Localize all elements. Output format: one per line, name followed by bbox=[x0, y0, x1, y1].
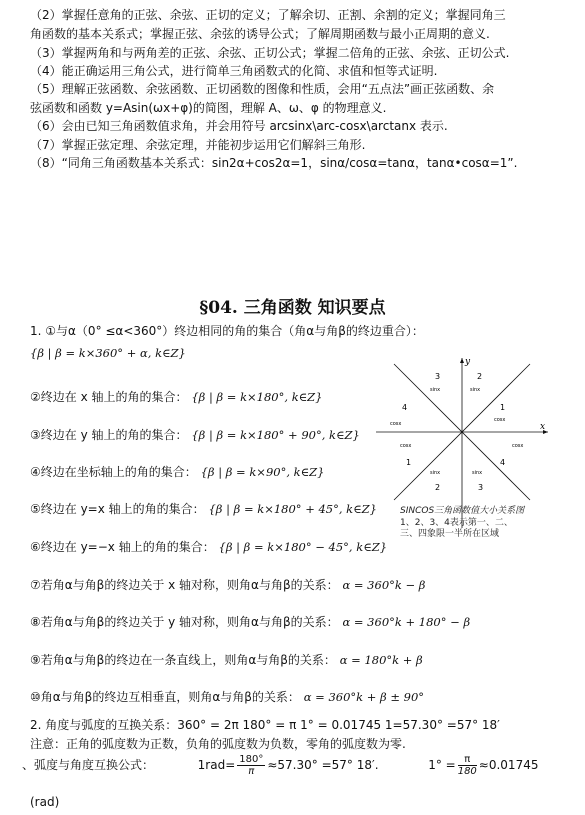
objective-line: （7）掌握正弦定理、余弦定理，并能初步运用它们解斜三角形. bbox=[30, 138, 366, 152]
sin-label: sinx bbox=[430, 387, 441, 393]
item-label: ⑥终边在 y=−x 轴上的角的集合： bbox=[30, 540, 215, 554]
item-formula: {β | β = k×180° + 90°, k∈Z} bbox=[191, 428, 360, 442]
item-label: ⑧若角α与角β的终边关于 y 轴对称，则角α与角β的关系： bbox=[30, 615, 339, 629]
item-same-line bbox=[30, 651, 423, 668]
item-formula: {β | β = k×90°, k∈Z} bbox=[200, 465, 325, 479]
item-sym-y bbox=[30, 613, 470, 630]
deg-num: π bbox=[458, 754, 477, 766]
x-label: x bbox=[540, 422, 546, 432]
deg-rhs: ≈0.01745 bbox=[478, 758, 539, 772]
item-x-axis bbox=[30, 388, 322, 405]
item-formula: {β | β = k×180° − 45°, k∈Z} bbox=[218, 540, 388, 554]
item-formula: {β | β = k×180° + 45°, k∈Z} bbox=[208, 502, 377, 516]
region-label: 3 bbox=[435, 372, 441, 381]
region-label: 2 bbox=[435, 483, 441, 492]
convert-prefix: 、弧度与角度互换公式： bbox=[22, 758, 155, 772]
item-label: ⑦若角α与角β的终边关于 x 轴对称，则角α与角β的关系： bbox=[30, 578, 339, 592]
item-perpendicular bbox=[30, 688, 424, 705]
item-formula: α = 360°k + β ± 90° bbox=[303, 690, 425, 704]
item-formula: α = 180°k + β bbox=[339, 653, 423, 667]
objective-line: （8）“同角三角函数基本关系式：sin2α+cos2α=1，sinα/cosα=tanα，tanα•cosα=1”. bbox=[30, 156, 518, 170]
item-label: ②终边在 x 轴上的角的集合： bbox=[30, 390, 188, 404]
objective-line: 弦函数和函数 y=Asin(ωx+φ)的简图，理解 A、ω、φ 的物理意义. bbox=[30, 101, 387, 115]
rad-rhs: ≈57.30° =57° 18′. bbox=[267, 758, 379, 772]
objective-line: 角函数的基本关系式；掌握正弦、余弦的诱导公式；了解周期函数与最小正周期的意义. bbox=[30, 27, 490, 41]
region-label: 2 bbox=[477, 372, 483, 381]
deg-lhs: 1° = bbox=[428, 758, 456, 772]
rad-den: π bbox=[248, 766, 255, 777]
item-label: ⑩角α与角β的终边互相垂直，则角α与角β的关系： bbox=[30, 690, 300, 704]
point2-line: 2. 角度与弧度的互换关系：360° = 2π 180° = π 1° = 0.01745 1=57.30° =57° 18′ bbox=[30, 718, 500, 732]
region-label: 4 bbox=[402, 403, 408, 412]
item-y-eq-x bbox=[30, 500, 377, 517]
region-label: 1 bbox=[406, 458, 412, 467]
sin-label: sinx bbox=[472, 470, 483, 476]
cos-label: cosx bbox=[390, 421, 402, 427]
diagram-caption-title: SINCOS三角函数值大小关系图 bbox=[400, 506, 525, 516]
sin-cos-diagram bbox=[372, 352, 552, 532]
section-title: §04. 三角函数 知识要点 bbox=[199, 298, 386, 318]
cos-label: cosx bbox=[512, 443, 524, 449]
diagram-caption-note: 1、2、3、4表示第一、二、三、四象限一半所在区域 bbox=[400, 518, 513, 539]
rad-num: 180° bbox=[239, 754, 264, 765]
item-y-axis bbox=[30, 426, 360, 443]
rad-lhs: 1rad= bbox=[197, 758, 236, 772]
item-label: ④终边在坐标轴上的角的集合： bbox=[30, 465, 197, 479]
point1-intro: 1. ①与α（0° ≤α<360°）终边相同的角的集合（角α与角β的终边重合）： bbox=[30, 324, 424, 338]
item-label: ③终边在 y 轴上的角的集合： bbox=[30, 428, 188, 442]
cos-label: cosx bbox=[400, 443, 412, 449]
objective-line: （3）掌握两角和与两角差的正弦、余弦、正切公式；掌握二倍角的正弦、余弦、正切公式. bbox=[30, 46, 510, 60]
region-label: 3 bbox=[478, 483, 484, 492]
item-sym-x bbox=[30, 576, 425, 593]
sin-label: sinx bbox=[430, 470, 441, 476]
objective-line: （2）掌握任意角的正弦、余弦、正切的定义；了解余切、正割、余割的定义；掌握同角三 bbox=[30, 8, 506, 22]
objective-line: （6）会由已知三角函数值求角，并会用符号 arcsinx\arc-cosx\arctanx 表示. bbox=[30, 119, 448, 133]
deg-fraction bbox=[458, 754, 477, 777]
deg-den: 180 bbox=[457, 766, 477, 777]
item-label: ⑨若角α与角β的终边在一条直线上，则角α与角β的关系： bbox=[30, 653, 336, 667]
item-coord-axes bbox=[30, 463, 324, 480]
y-label: y bbox=[465, 357, 471, 367]
rad-fraction bbox=[237, 754, 265, 777]
item-formula: {β | β = k×180°, k∈Z} bbox=[191, 390, 323, 404]
objective-line: （5）理解正弦函数、余弦函数、正切函数的图像和性质，会用“五点法”画正弦函数、余 bbox=[30, 82, 495, 96]
objective-line: （4）能正确运用三角公式，进行简单三角函数式的化简、求值和恒等式证明. bbox=[30, 64, 438, 78]
region-label: 1 bbox=[500, 403, 506, 412]
cos-label: cosx bbox=[494, 417, 506, 423]
rad-unit: (rad) bbox=[30, 795, 60, 809]
item-label: ⑤终边在 y=x 轴上的角的集合： bbox=[30, 502, 205, 516]
y-axis-arrow bbox=[460, 358, 464, 363]
sin-label: sinx bbox=[470, 387, 481, 393]
point1-set: {β | β = k×360° + α, k∈Z} bbox=[30, 346, 186, 360]
item-formula: α = 360°k + 180° − β bbox=[342, 615, 471, 629]
note-line: 注意：正角的弧度数为正数，负角的弧度数为负数，零角的弧度数为零. bbox=[30, 737, 406, 751]
item-formula: α = 360°k − β bbox=[342, 578, 426, 592]
region-label: 4 bbox=[500, 458, 506, 467]
convert-line bbox=[22, 754, 538, 777]
item-y-eq-neg-x bbox=[30, 538, 387, 555]
